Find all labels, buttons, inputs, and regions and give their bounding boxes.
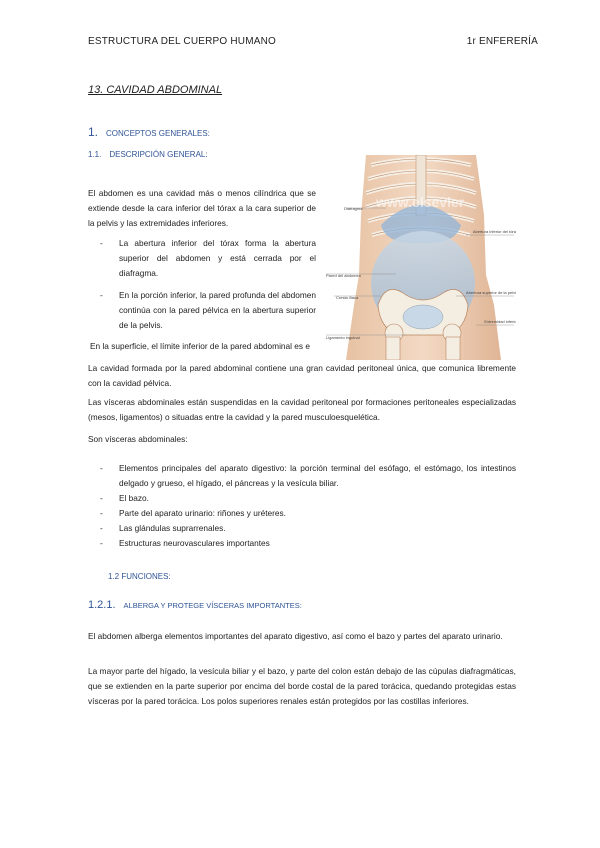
section-heading-1-2-1 — [88, 595, 302, 613]
section-number: 1. — [88, 125, 99, 139]
label-diafragma: Diafragma — [344, 206, 363, 211]
list-item: - Las glándulas suprarrenales. — [100, 523, 226, 533]
list-item: - Parte del aparato urinario: riñones y uréteres. — [100, 508, 286, 518]
label-ligamento: Ligamento inguinal — [326, 335, 360, 340]
label-abertura-pelvis: Abertura superior de la pelvis — [465, 290, 516, 295]
anatomy-illustration — [326, 155, 516, 360]
intro-paragraph: El abdomen es una cavidad más o menos cilíndrica que se extiende desde la cara inferior del tórax a la cara superior de la pelvis y las extremidades inferiores. — [88, 188, 316, 228]
label-abertura-torax: Abertura inferior del tórax — [472, 229, 516, 234]
surface-line: En la superficie, el límite inferior de la pared abdominal es e — [90, 341, 310, 351]
section-heading-1 — [88, 125, 210, 139]
header-right: 1r ENFERERÍA — [466, 36, 538, 47]
paragraph-cavity: La cavidad formada por la pared abdominal contiene una gran cavidad peritoneal única, que comunica libremente con la cavidad pélvica. — [88, 363, 516, 388]
paragraph-visceras: Las vísceras abdominales están suspendidas en la cavidad peritoneal por formaciones peritoneales especializadas (mesos, ligamentos) o situadas entre la cavidad y la pared musculoesquelética. — [88, 397, 516, 422]
section-title: ALBERGA Y PROTEGE VÍSCERAS IMPORTANTES: — [123, 601, 302, 610]
section-title: DESCRIPCIÓN GENERAL: — [109, 150, 208, 159]
section-number: 1.1. — [88, 150, 102, 159]
list-item: - La abertura inferior del tórax forma la abertura superior del abdomen y está cerrada por el diafragma. — [100, 238, 316, 278]
section-title: CONCEPTOS GENERALES: — [106, 129, 210, 138]
section-heading-1-1 — [88, 150, 208, 159]
document-title: 13. CAVIDAD ABDOMINAL — [88, 84, 223, 96]
section-heading-1-2: 1.2 FUNCIONES: — [108, 572, 171, 581]
figure-watermark: www.elsevier — [376, 194, 465, 210]
paragraph-son-visceras: Son vísceras abdominales: — [88, 434, 188, 444]
list-item: - Elementos principales del aparato digestivo: la porción terminal del esófago, el estómago, los intestinos delgado y grueso, el hígado, el páncreas y la vesícula biliar. — [100, 463, 516, 488]
abdomen-anatomy-figure — [326, 155, 516, 360]
intro-bullet-list — [88, 236, 316, 333]
header-left: ESTRUCTURA DEL CUERPO HUMANO — [88, 36, 277, 47]
label-extremidad: Extremidad inferior — [484, 319, 516, 324]
viscera-bullet-list — [88, 461, 516, 551]
paragraph-higado: La mayor parte del hígado, la vesícula biliar y el bazo, y parte del colon están debajo de las cúpulas diafragmáticas, que se extienden en la parte superior por encima del borde costal de la pared torácica, quedando protegidas estas vísceras por la pared torácica. Los polos superiores renales están protegidos por las costillas inferiores. — [88, 666, 516, 706]
label-pared: Pared del abdomen — [326, 273, 361, 278]
section-number: 1.2.1. — [88, 599, 116, 611]
paragraph-alberga: El abdomen alberga elementos importantes del aparato digestivo, así como el bazo y partes del aparato urinario. — [88, 631, 503, 641]
label-cresta: Cresta ilíaca — [336, 295, 359, 300]
list-item: - El bazo. — [100, 493, 149, 503]
list-item: - En la porción inferior, la pared profunda del abdomen continúa con la pared pélvica en la abertura superior de la pelvis. — [100, 290, 316, 330]
list-item: - Estructuras neurovasculares importantes — [100, 538, 270, 548]
